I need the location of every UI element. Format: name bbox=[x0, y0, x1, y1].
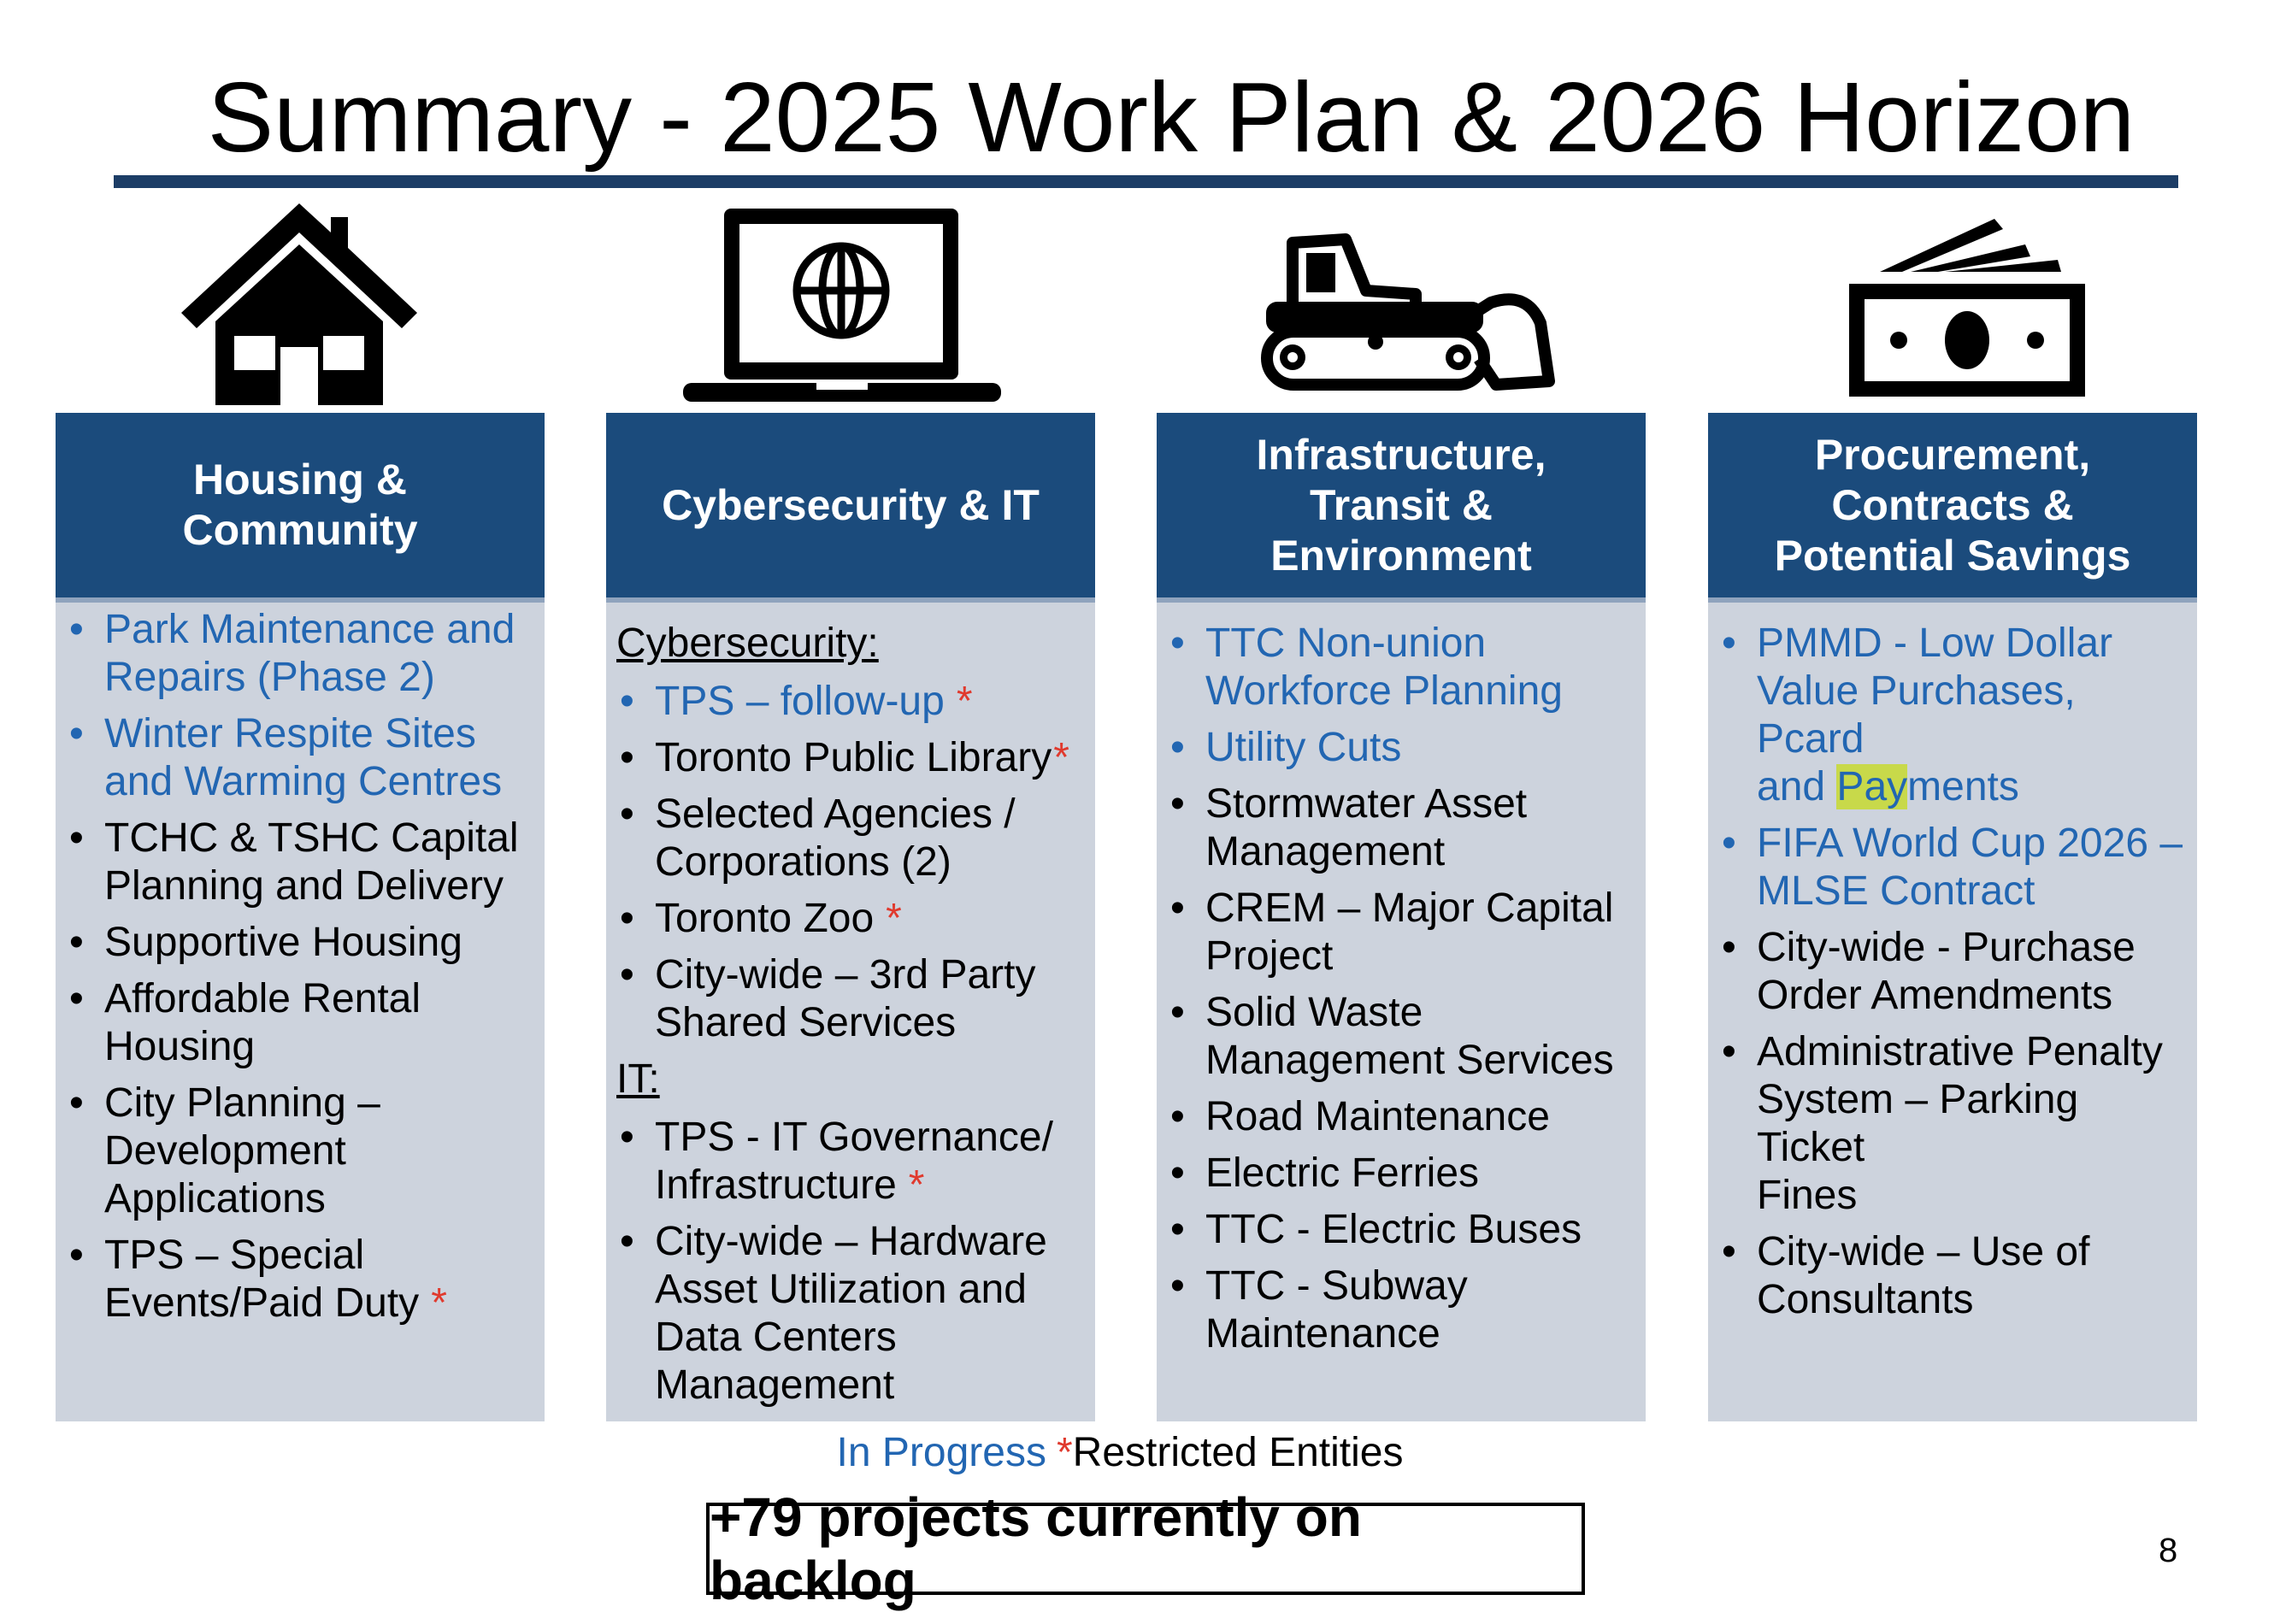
page-number: 8 bbox=[2159, 1532, 2178, 1569]
item-text: TCHC & TSHC Capital Planning and Delivery bbox=[104, 815, 519, 909]
item-text: TTC - Subway Maintenance bbox=[1205, 1263, 1468, 1356]
list-item bbox=[1167, 885, 1634, 980]
column-body bbox=[606, 603, 1095, 1418]
column-body bbox=[56, 603, 545, 1336]
restricted-star: * bbox=[886, 896, 902, 941]
list-item bbox=[66, 919, 533, 967]
item-text: TPS - IT Governance/ Infrastructure bbox=[655, 1115, 1053, 1208]
item-text: City-wide – 3rd Party Shared Services bbox=[655, 952, 1036, 1045]
bulldozer-icon bbox=[1260, 231, 1556, 391]
it-list bbox=[616, 1114, 1083, 1409]
column-cybersecurity-it bbox=[606, 413, 1095, 1421]
list-item bbox=[66, 815, 533, 910]
cybersecurity-subheading: Cybersecurity: bbox=[616, 621, 879, 666]
column-heading bbox=[606, 413, 1095, 603]
column-housing-community bbox=[56, 413, 545, 1421]
column-heading-text: Cybersecurity & IT bbox=[662, 480, 1040, 529]
item-text: TTC - Electric Buses bbox=[1205, 1207, 1582, 1252]
column-heading-text: Infrastructure, Transit & Environment bbox=[1256, 430, 1546, 580]
item-text: Affordable Rental Housing bbox=[104, 976, 421, 1069]
item-text: ments bbox=[1907, 764, 2019, 809]
item-text: Selected Agencies / Corporations (2) bbox=[655, 791, 1016, 885]
list-item bbox=[1167, 989, 1634, 1085]
house-icon bbox=[181, 203, 417, 405]
legend-in-progress: In Progress bbox=[836, 1430, 1046, 1475]
column-heading-text: Housing & Community bbox=[182, 456, 418, 554]
list-item bbox=[616, 791, 1083, 886]
item-text: City Planning – Development Applications bbox=[104, 1080, 380, 1221]
list-item bbox=[1167, 1262, 1634, 1358]
backlog-text: +79 projects currently on backlog bbox=[710, 1486, 1362, 1611]
list-item bbox=[66, 710, 533, 806]
restricted-star: * bbox=[431, 1280, 447, 1326]
item-text: Utility Cuts bbox=[1205, 725, 1402, 770]
list-item bbox=[1718, 1228, 2185, 1324]
list-item bbox=[66, 1080, 533, 1223]
column-infrastructure-transit-environment bbox=[1157, 413, 1646, 1421]
list-item bbox=[1718, 620, 2185, 811]
column-heading bbox=[56, 413, 545, 603]
column-body bbox=[1708, 603, 2197, 1333]
item-text: Toronto Zoo bbox=[655, 896, 875, 941]
list-item bbox=[1167, 780, 1634, 876]
column-procurement-contracts-savings bbox=[1708, 413, 2197, 1421]
item-text: Toronto Public Library bbox=[655, 735, 1052, 780]
laptop-globe-icon bbox=[680, 205, 1004, 403]
item-text: TTC Non-union Workforce Planning bbox=[1205, 621, 1563, 714]
cybersecurity-list bbox=[616, 678, 1083, 1047]
list-item bbox=[1167, 1150, 1634, 1197]
item-text: City-wide – Hardware Asset Utilization and Data Centers Management bbox=[655, 1219, 1047, 1408]
column-body bbox=[1157, 603, 1646, 1367]
restricted-star: * bbox=[1053, 735, 1069, 780]
restricted-star: * bbox=[956, 679, 973, 724]
column-heading bbox=[1708, 413, 2197, 603]
item-text: TPS – Special Events/Paid Duty bbox=[104, 1233, 420, 1326]
item-text: CREM – Major Capital Project bbox=[1205, 886, 1614, 979]
item-text: Stormwater Asset Management bbox=[1205, 781, 1528, 874]
list-item bbox=[616, 1218, 1083, 1409]
restricted-star: * bbox=[908, 1162, 925, 1208]
work-plan-list bbox=[66, 606, 533, 1327]
list-item bbox=[616, 678, 1083, 726]
legend-restricted: Restricted Entities bbox=[1072, 1430, 1404, 1475]
list-item bbox=[66, 606, 533, 702]
list-item bbox=[616, 1114, 1083, 1209]
item-text: Supportive Housing bbox=[104, 920, 462, 965]
item-text: Winter Respite Sites and Warming Centres bbox=[104, 711, 503, 804]
legend bbox=[0, 1429, 2240, 1477]
list-item bbox=[1718, 820, 2185, 915]
list-item bbox=[66, 1232, 533, 1327]
list-item bbox=[1167, 1093, 1634, 1141]
backlog-box bbox=[706, 1486, 1585, 1611]
item-text: TPS – follow-up bbox=[655, 679, 945, 724]
title-underline bbox=[114, 175, 2178, 188]
column-heading-text: Procurement, Contracts & Potential Savings bbox=[1774, 430, 2131, 580]
list-item bbox=[616, 734, 1083, 782]
highlighted-text: Pay bbox=[1836, 764, 1908, 809]
item-text: Road Maintenance bbox=[1205, 1094, 1550, 1139]
item-text: PMMD - Low Dollar Value Purchases, Pcard and bbox=[1757, 621, 2113, 809]
item-text: Administrative Penalty System – Parking Ticket Fines bbox=[1757, 1029, 2163, 1218]
item-text: Solid Waste Management Services bbox=[1205, 990, 1614, 1083]
list-item bbox=[1167, 724, 1634, 772]
list-item bbox=[616, 895, 1083, 943]
item-text: City-wide - Purchase Order Amendments bbox=[1757, 925, 2136, 1018]
work-plan-list bbox=[1167, 620, 1634, 1358]
list-item bbox=[616, 951, 1083, 1047]
legend-star: * bbox=[1056, 1430, 1073, 1475]
slide-title: Summary - 2025 Work Plan & 2026 Horizon bbox=[207, 62, 2136, 173]
item-text: City-wide – Use of Consultants bbox=[1757, 1229, 2090, 1322]
list-item bbox=[1718, 1028, 2185, 1220]
it-subheading: IT: bbox=[616, 1056, 660, 1102]
item-text: Park Maintenance and Repairs (Phase 2) bbox=[104, 607, 515, 700]
money-icon bbox=[1842, 212, 2090, 400]
column-heading bbox=[1157, 413, 1646, 603]
work-plan-list bbox=[1718, 620, 2185, 1324]
list-item bbox=[66, 975, 533, 1071]
list-item bbox=[1167, 620, 1634, 715]
list-item bbox=[1718, 924, 2185, 1020]
item-text: Electric Ferries bbox=[1205, 1150, 1480, 1196]
list-item bbox=[1167, 1206, 1634, 1254]
item-text: FIFA World Cup 2026 – MLSE Contract bbox=[1757, 821, 2183, 914]
